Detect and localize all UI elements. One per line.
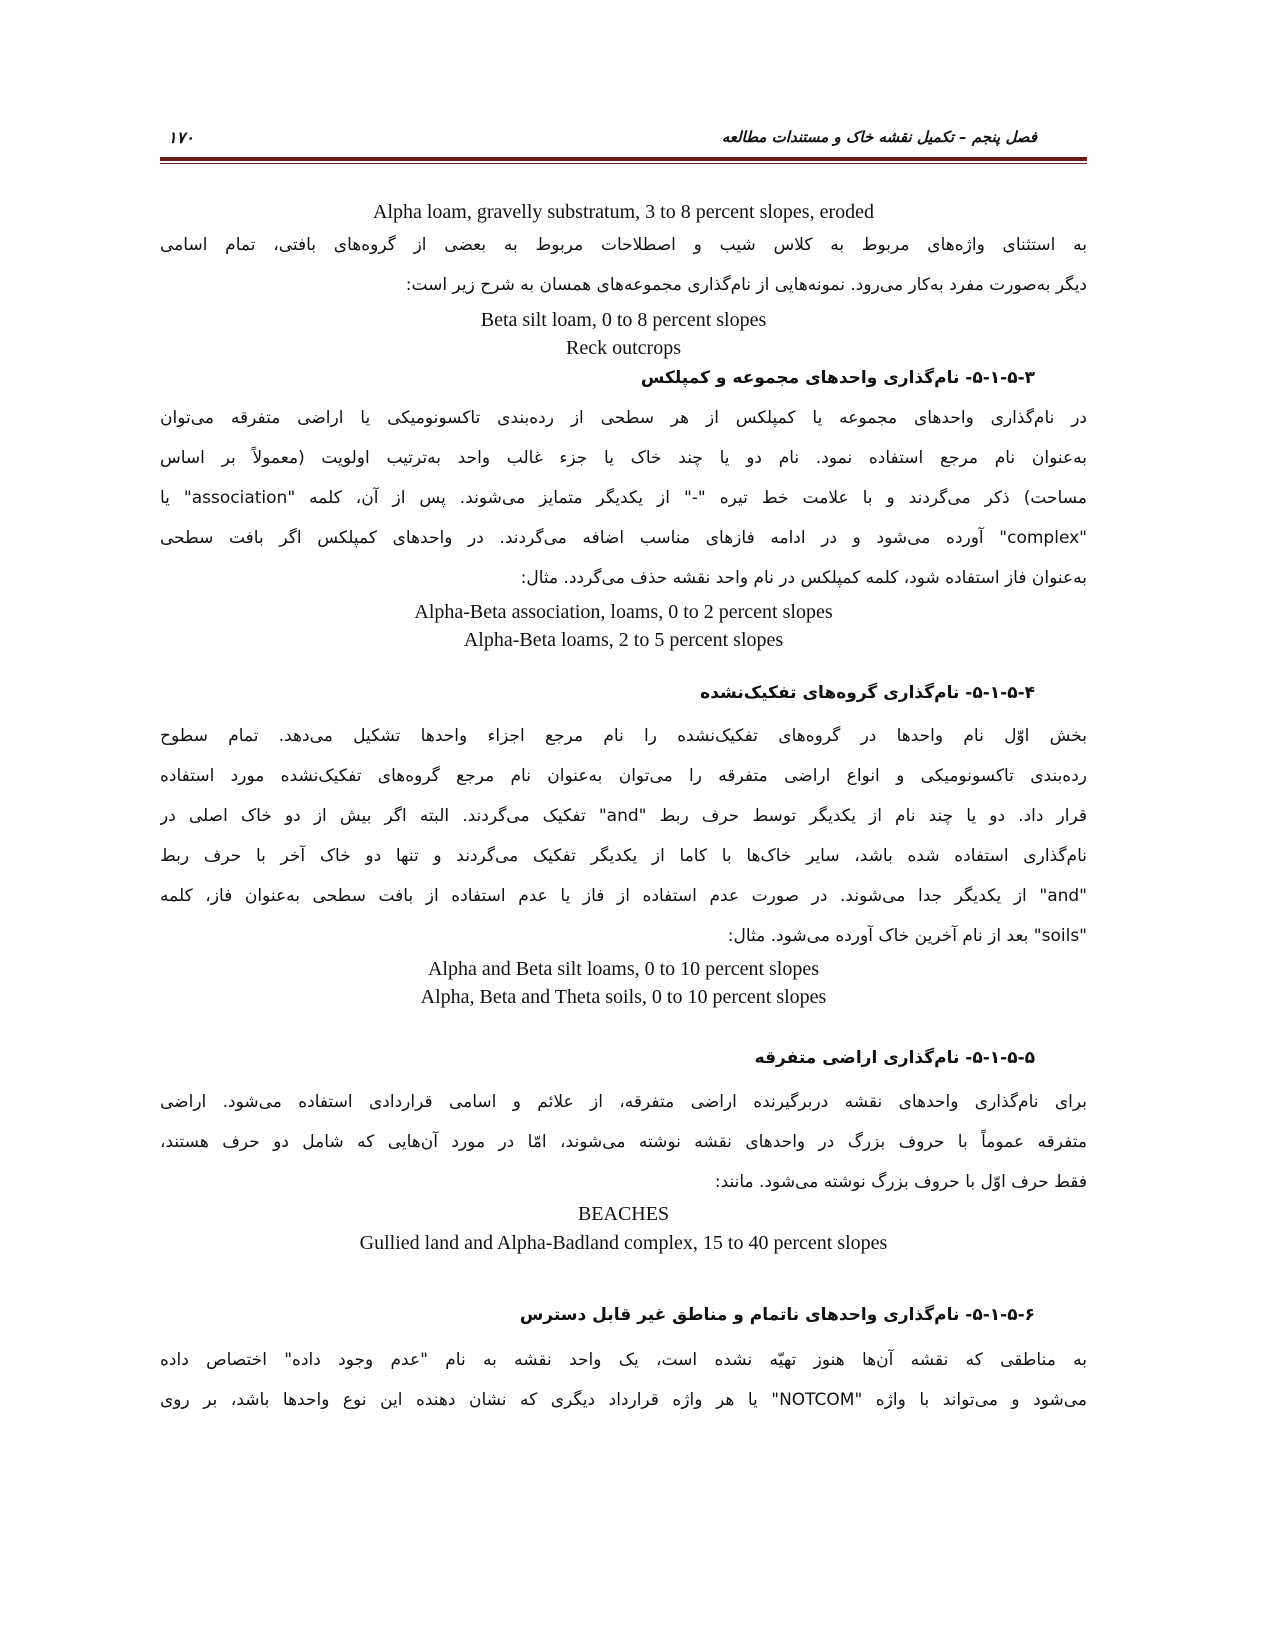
paragraph-line: مساحت) ذکر می‌گردند و با علامت خط تیره "-" از یکدیگر متمایز می‌شوند. پس از آن، کلمه "association" یا [160,488,1087,508]
paragraph-consociation-naming [160,225,1087,305]
example-map-unit-name: Alpha loam, gravelly substratum, 3 to 8 percent slopes, eroded [373,201,874,223]
paragraph-line: برای نام‌گذاری واحدهای نقشه دربرگیرنده اراضی متفرقه، از علائم و اسامی قراردادی استفاده می‌شود. اراضی [160,1092,1087,1112]
example-map-unit-name: Beta silt loam, 0 to 8 percent slopes [480,309,767,331]
paragraph-line: "and" از یکدیگر جدا می‌شوند. در صورت عدم استفاده از فاز یا عدم استفاده از بافت سطحی به‌عنوان فاز، کلمه [160,886,1087,906]
example-map-unit-name: Reck outcrops [566,337,681,359]
section-heading-miscellaneous-areas: ۵-۱-۵-۵- نام‌گذاری اراضی متفرقه [754,1048,1035,1068]
paragraph-incomplete-inaccessible [160,1340,1087,1420]
header-rule-thin [160,163,1087,164]
example-map-unit-name: Alpha and Beta silt loams, 0 to 10 percent slopes [427,958,820,980]
paragraph-line: "soils" بعد از نام آخرین خاک آورده می‌شود. مثال: [727,926,1087,946]
example-map-unit-name: Alpha-Beta association, loams, 0 to 2 percent slopes [414,601,833,623]
running-header-title: فصل پنجم – تکمیل نقشه خاک و مستندات مطالعه [721,128,1037,146]
paragraph-line: دیگر به‌صورت مفرد به‌کار می‌رود. نمونه‌هایی از نام‌گذاری مجموعه‌های همسان به شرح زیر است: [405,275,1087,295]
paragraph-line: بخش اوّل نام واحدها در گروه‌های تفکیک‌نشده را نام مرجع اجزاء واحدها تشکیل می‌دهد. تمام سطوح [160,726,1087,746]
paragraph-line: می‌شود و می‌تواند با واژه "NOTCOM" یا هر واژه قرارداد دیگری که نشان دهنده این نوع واحدها باشد، بر روی [160,1390,1087,1410]
paragraph-line: قرار داد. دو یا چند نام از یکدیگر توسط حرف ربط "and" تفکیک می‌گردند. البته اگر بیش از دو خاک اصلی در [160,806,1087,826]
example-map-unit-name: Alpha, Beta and Theta soils, 0 to 10 percent slopes [420,986,827,1008]
paragraph-miscellaneous-areas [160,1082,1087,1202]
paragraph-line: نام‌گذاری استفاده شده باشد، سایر خاک‌ها با کاما از یکدیگر تفکیک می‌گردند و تنها دو خاک آخر با حرف ربط [160,846,1087,866]
example-map-unit-name: Gullied land and Alpha-Badland complex, 15 to 40 percent slopes [359,1232,888,1254]
paragraph-line: در نام‌گذاری واحدهای مجموعه یا کمپلکس از هر سطحی از رده‌بندی تاکسونومیکی یا اراضی متفرقه می‌توان [160,408,1087,428]
paragraph-line: فقط حرف اوّل با حروف بزرگ نوشته می‌شود. مانند: [714,1172,1087,1192]
example-map-unit-name: BEACHES [577,1203,670,1225]
paragraph-undifferentiated-groups [160,716,1087,956]
paragraph-line: رده‌بندی تاکسونومیکی و انواع اراضی متفرقه را می‌توان به‌عنوان نام مرجع گروه‌های تفکیک‌نشده مورد استفاده [160,766,1087,786]
section-heading-incomplete-inaccessible: ۵-۱-۵-۶- نام‌گذاری واحدهای ناتمام و مناطق غیر قابل دسترس [519,1305,1035,1325]
example-map-unit-name: Alpha-Beta loams, 2 to 5 percent slopes [463,629,784,651]
paragraph-line: به‌عنوان فاز استفاده شود، کلمه کمپلکس در نام واحد نقشه حذف می‌گردد. مثال: [520,568,1087,588]
header-rule-thick [160,157,1087,161]
section-heading-association-complex: ۵-۱-۵-۳- نام‌گذاری واحدهای مجموعه و کمپلکس [640,368,1035,388]
paragraph-association-complex [160,398,1087,598]
section-heading-undifferentiated-groups: ۵-۱-۵-۴- نام‌گذاری گروه‌های تفکیک‌نشده [700,683,1035,703]
paragraph-line: متفرقه عموماً با حروف بزرگ در واحدهای نقشه نوشته می‌شوند، امّا در مورد آن‌هایی که شامل دو حرف هستند، [160,1132,1087,1152]
paragraph-line: به‌عنوان نام مرجع استفاده نمود. نام دو یا چند خاک یا جزء غالب واحد به‌ترتیب اولویت (معمولاً بر اساس [160,448,1087,468]
paragraph-line: "complex" آورده می‌شود و در ادامه فازهای مناسب اضافه می‌گردند. در واحدهای کمپلکس اگر بافت سطحی [160,528,1087,548]
paragraph-line: به مناطقی که نقشه آن‌ها هنوز تهیّه نشده است، یک واحد نقشه به نام "عدم وجود داده" اختصاص داده [160,1350,1087,1370]
page-number: ۱۷۰ [168,128,194,147]
paragraph-line: به استثنای واژه‌های مربوط به کلاس شیب و اصطلاحات مربوط به بعضی از گروه‌های بافتی، تمام اسامی [160,235,1087,255]
